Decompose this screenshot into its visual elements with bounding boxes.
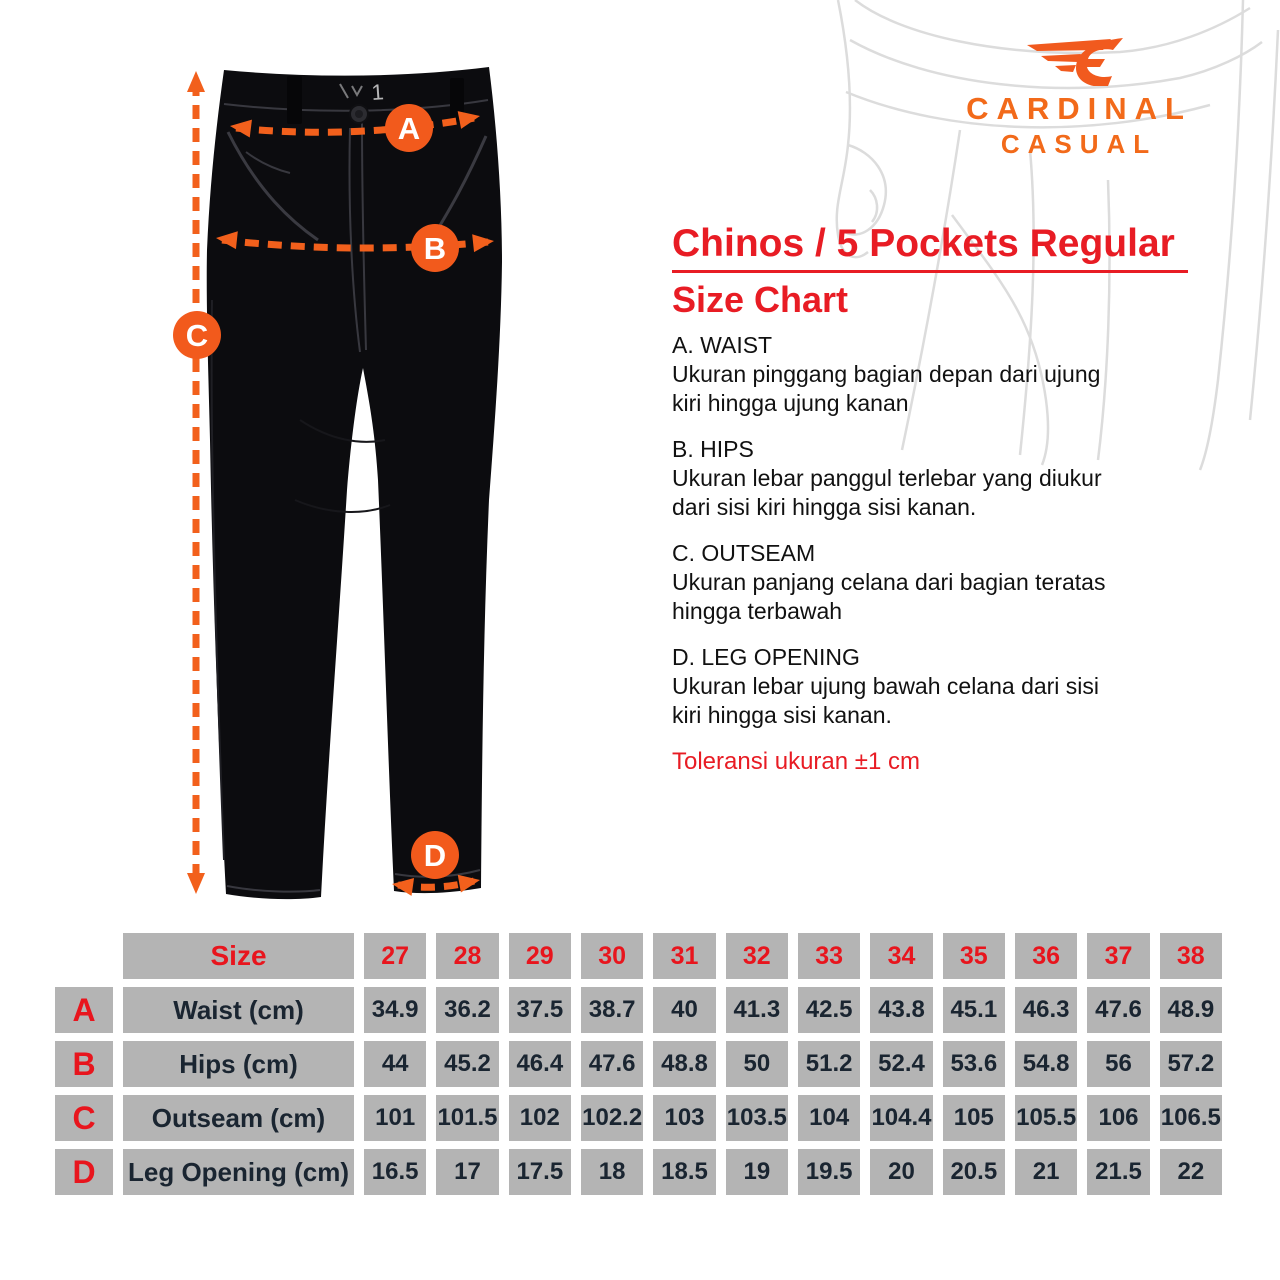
value-cell: 36.2 (436, 987, 498, 1033)
marker-c-outseam: C (173, 311, 221, 359)
belt-loop (287, 76, 302, 124)
section-heading: B. HIPS (672, 436, 754, 462)
value-cell: 20 (870, 1149, 932, 1195)
product-title: Chinos / 5 Pockets Regular (672, 222, 1175, 265)
value-cell: 47.6 (1087, 987, 1149, 1033)
value-cell: 37.5 (509, 987, 571, 1033)
value-cell: 17.5 (509, 1149, 571, 1195)
row-label: Waist (cm) (123, 987, 354, 1033)
value-cell: 50 (726, 1041, 788, 1087)
winged-c-icon (1022, 38, 1128, 86)
value-cell: 46.4 (509, 1041, 571, 1087)
row-letter-d: D (55, 1149, 113, 1195)
marker-b-hips: B (411, 224, 459, 272)
value-cell: 34.9 (364, 987, 426, 1033)
value-cell: 57.2 (1160, 1041, 1222, 1087)
row-letter-c: C (55, 1095, 113, 1141)
measurement-section-c (672, 539, 1120, 626)
value-cell: 42.5 (798, 987, 860, 1033)
value-cell: 22 (1160, 1149, 1222, 1195)
value-cell: 19 (726, 1149, 788, 1195)
size-header-32: 32 (726, 933, 788, 979)
row-letter-a: A (55, 987, 113, 1033)
measurement-descriptions (672, 331, 1120, 777)
table-corner-spacer (55, 933, 113, 979)
row-label: Hips (cm) (123, 1041, 354, 1087)
tolerance-note: Toleransi ukuran ±1 cm (672, 748, 920, 775)
measurement-section-a (672, 331, 1120, 418)
value-cell: 102 (509, 1095, 571, 1141)
value-cell: 16.5 (364, 1149, 426, 1195)
value-cell: 21.5 (1087, 1149, 1149, 1195)
value-cell: 106 (1087, 1095, 1149, 1141)
value-cell: 47.6 (581, 1041, 643, 1087)
section-heading: A. WAIST (672, 332, 773, 358)
row-label: Leg Opening (cm) (123, 1149, 354, 1195)
value-cell: 38.7 (581, 987, 643, 1033)
section-body: Ukuran lebar panggul terlebar yang diukur dari sisi kiri hingga sisi kanan. (672, 465, 1102, 520)
value-cell: 48.8 (653, 1041, 715, 1087)
size-header-30: 30 (581, 933, 643, 979)
row-letter-b: B (55, 1041, 113, 1087)
size-chart-heading: Size Chart (672, 279, 849, 320)
size-table (55, 933, 1222, 1195)
value-cell: 103.5 (726, 1095, 788, 1141)
brand-name: CARDINAL (966, 91, 1192, 126)
section-body: Ukuran lebar ujung bawah celana dari sisi kiri hingga sisi kanan. (672, 673, 1100, 728)
marker-a-waist: A (385, 104, 433, 152)
value-cell: 43.8 (870, 987, 932, 1033)
size-header-28: 28 (436, 933, 498, 979)
size-header-29: 29 (509, 933, 571, 979)
title-underline (672, 270, 1188, 273)
section-body: Ukuran pinggang bagian depan dari ujung kiri hingga ujung kanan (672, 361, 1101, 416)
value-cell: 18.5 (653, 1149, 715, 1195)
value-cell: 48.9 (1160, 987, 1222, 1033)
size-header-33: 33 (798, 933, 860, 979)
section-body: Ukuran panjang celana dari bagian teratas hingga terbawah (672, 569, 1106, 624)
value-cell: 17 (436, 1149, 498, 1195)
measurement-section-d (672, 643, 1120, 730)
size-header-38: 38 (1160, 933, 1222, 979)
value-cell: 19.5 (798, 1149, 860, 1195)
value-cell: 53.6 (943, 1041, 1005, 1087)
value-cell: 45.2 (436, 1041, 498, 1087)
marker-d-leg-opening: D (411, 831, 459, 879)
section-heading: C. OUTSEAM (672, 540, 816, 566)
brand-logo (922, 38, 1228, 160)
value-cell: 18 (581, 1149, 643, 1195)
value-cell: 52.4 (870, 1041, 932, 1087)
size-header-36: 36 (1015, 933, 1077, 979)
value-cell: 44 (364, 1041, 426, 1087)
value-cell: 104 (798, 1095, 860, 1141)
size-column-header: Size (123, 933, 354, 979)
pants-photo (207, 67, 502, 899)
value-cell: 21 (1015, 1149, 1077, 1195)
size-header-35: 35 (943, 933, 1005, 979)
brand-subname: CASUAL (1000, 129, 1158, 159)
value-cell: 41.3 (726, 987, 788, 1033)
size-header-37: 37 (1087, 933, 1149, 979)
value-cell: 104.4 (870, 1095, 932, 1141)
value-cell: 20.5 (943, 1149, 1005, 1195)
measurement-section-b (672, 435, 1120, 522)
value-cell: 51.2 (798, 1041, 860, 1087)
value-cell: 45.1 (943, 987, 1005, 1033)
value-cell: 103 (653, 1095, 715, 1141)
size-header-34: 34 (870, 933, 932, 979)
size-header-27: 27 (364, 933, 426, 979)
section-heading: D. LEG OPENING (672, 644, 860, 670)
value-cell: 106.5 (1160, 1095, 1222, 1141)
row-label: Outseam (cm) (123, 1095, 354, 1141)
waistband-tag-mark: 1 (370, 79, 385, 105)
value-cell: 101.5 (436, 1095, 498, 1141)
value-cell: 102.2 (581, 1095, 643, 1141)
value-cell: 40 (653, 987, 715, 1033)
value-cell: 105 (943, 1095, 1005, 1141)
value-cell: 101 (364, 1095, 426, 1141)
value-cell: 46.3 (1015, 987, 1077, 1033)
value-cell: 105.5 (1015, 1095, 1077, 1141)
size-header-31: 31 (653, 933, 715, 979)
value-cell: 54.8 (1015, 1041, 1077, 1087)
value-cell: 56 (1087, 1041, 1149, 1087)
